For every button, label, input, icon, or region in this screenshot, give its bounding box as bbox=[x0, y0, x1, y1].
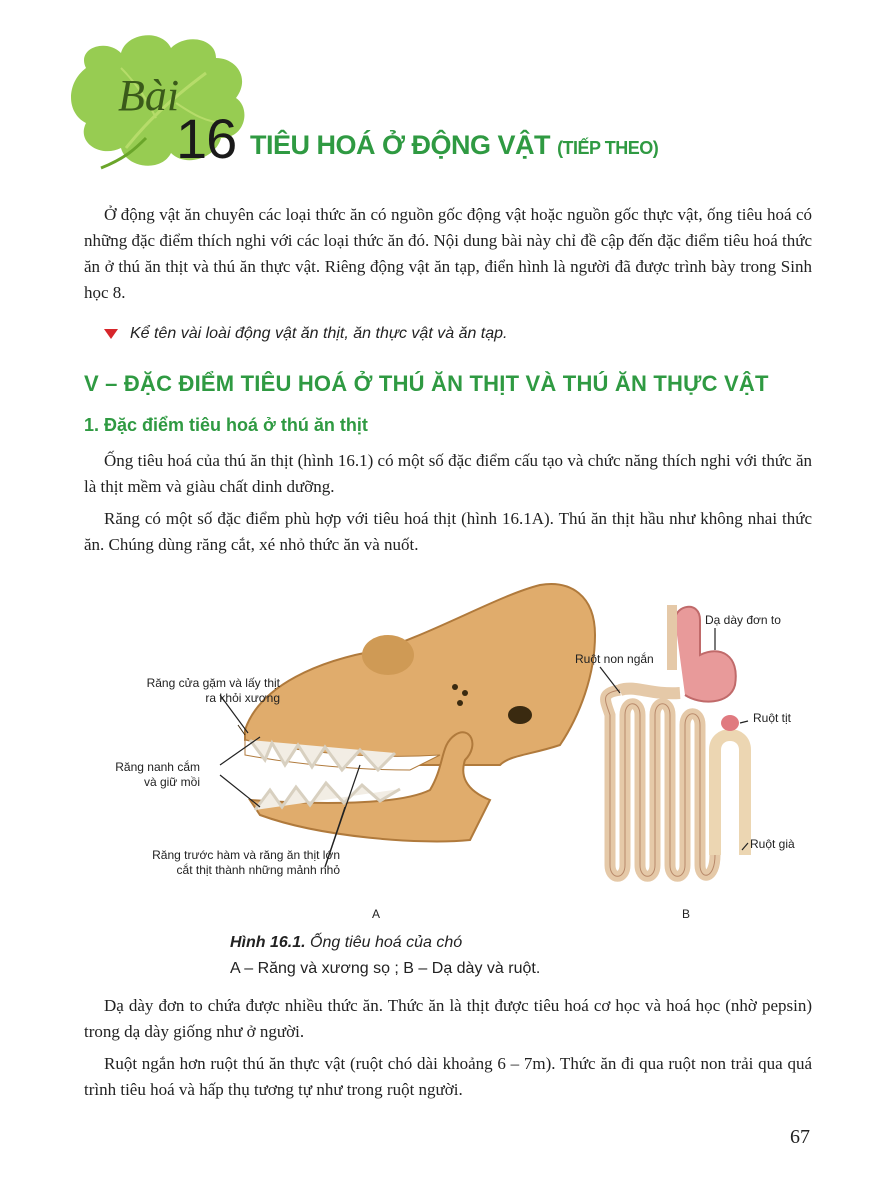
question-text: Kể tên vài loài động vật ăn thịt, ăn thực vật và ăn tạp. bbox=[130, 325, 508, 342]
caption-number: Hình 16.1. bbox=[230, 934, 306, 951]
panel-b-label: B bbox=[682, 907, 691, 921]
label-incisors bbox=[100, 676, 280, 706]
page-title bbox=[250, 130, 658, 161]
triangle-marker-icon bbox=[104, 329, 118, 339]
panel-a-label: A bbox=[372, 907, 381, 921]
body-paragraph-3: Dạ dày đơn to chứa được nhiều thức ăn. Thức ăn là thịt được tiêu hoá cơ học và hoá học (nhờ pepsin) trong dạ dày giống như ở người. bbox=[84, 996, 812, 1041]
title-main: TIÊU HOÁ Ở ĐỘNG VẬT bbox=[250, 130, 551, 160]
intro-paragraph bbox=[84, 202, 812, 306]
caption-detail: A – Răng và xương sọ ; B – Dạ dày và ruột. bbox=[230, 960, 541, 977]
section-title: V – ĐẶC ĐIỂM TIÊU HOÁ Ở THÚ ĂN THỊT VÀ THÚ ĂN THỰC VẬT bbox=[84, 371, 769, 396]
body-paragraph-2: Răng có một số đặc điểm phù hợp với tiêu hoá thịt (hình 16.1A). Thú ăn thịt hầu như không nhai thức ăn. Chúng dùng răng cắt, xé nhỏ thức ăn và nuốt. bbox=[84, 509, 812, 554]
label-stomach: Dạ dày đơn to bbox=[705, 613, 781, 627]
label-canines-line1: Răng nanh cắm bbox=[115, 760, 200, 774]
label-molars-line1: Răng trước hàm và răng ăn thịt lớn bbox=[152, 848, 340, 862]
label-incisors-line1: Răng cửa gặm và lấy thịt bbox=[146, 676, 280, 690]
lesson-word: Bài bbox=[118, 71, 180, 120]
label-small-intestine: Ruột non ngắn bbox=[575, 652, 654, 666]
page-number: 67 bbox=[790, 1126, 810, 1148]
figure-caption bbox=[230, 930, 540, 982]
label-molars-line2: cắt thịt thành những mảnh nhỏ bbox=[176, 863, 340, 877]
lesson-header bbox=[0, 0, 883, 200]
label-canines bbox=[80, 760, 200, 790]
body-paragraph-4: Ruột ngắn hơn ruột thú ăn thực vật (ruột chó dài khoảng 6 – 7m). Thức ăn đi qua ruột non trải qua quá trình tiêu hoá và hấp thụ tương tự như trong ruột người. bbox=[84, 1054, 812, 1099]
caption-title: Ống tiêu hoá của chó bbox=[310, 934, 463, 951]
figure-16-1 bbox=[60, 575, 840, 945]
label-molars bbox=[80, 848, 340, 878]
digestive-tract-illustration bbox=[606, 605, 745, 876]
label-large-intestine: Ruột già bbox=[750, 837, 795, 851]
subsection-title: 1. Đặc điểm tiêu hoá ở thú ăn thịt bbox=[84, 415, 368, 435]
body-after-figure bbox=[84, 993, 812, 1103]
label-canines-line2: và giữ mồi bbox=[143, 775, 200, 789]
intro-text: Ở động vật ăn chuyên các loại thức ăn có nguồn gốc động vật hoặc nguồn gốc thực vật, ống tiêu hoá có những đặc điểm thích nghi với các loại thức ăn đó. Nội dung bài này chỉ đề cập đến đặc điểm tiêu hoá thức ăn ở thú ăn thịt và thú ăn thực vật. Riêng động vật ăn tạp, điển hình là người đã được trình bày trong Sinh học 8. bbox=[84, 205, 812, 302]
label-incisors-line2: ra khỏi xương bbox=[205, 691, 280, 705]
caption-line-1 bbox=[230, 930, 540, 956]
body-before-figure bbox=[84, 448, 812, 558]
body-paragraph-1: Ống tiêu hoá của thú ăn thịt (hình 16.1) có một số đặc điểm cấu tạo và chức năng thích nghi với thức ăn là thịt mềm và giàu chất dinh dưỡng. bbox=[84, 451, 812, 496]
title-suffix: (TIẾP THEO) bbox=[557, 138, 659, 158]
label-cecum: Ruột tịt bbox=[753, 711, 792, 725]
dog-skull-illustration bbox=[238, 584, 595, 841]
lesson-number: 16 bbox=[176, 107, 237, 170]
question-prompt bbox=[104, 325, 508, 343]
